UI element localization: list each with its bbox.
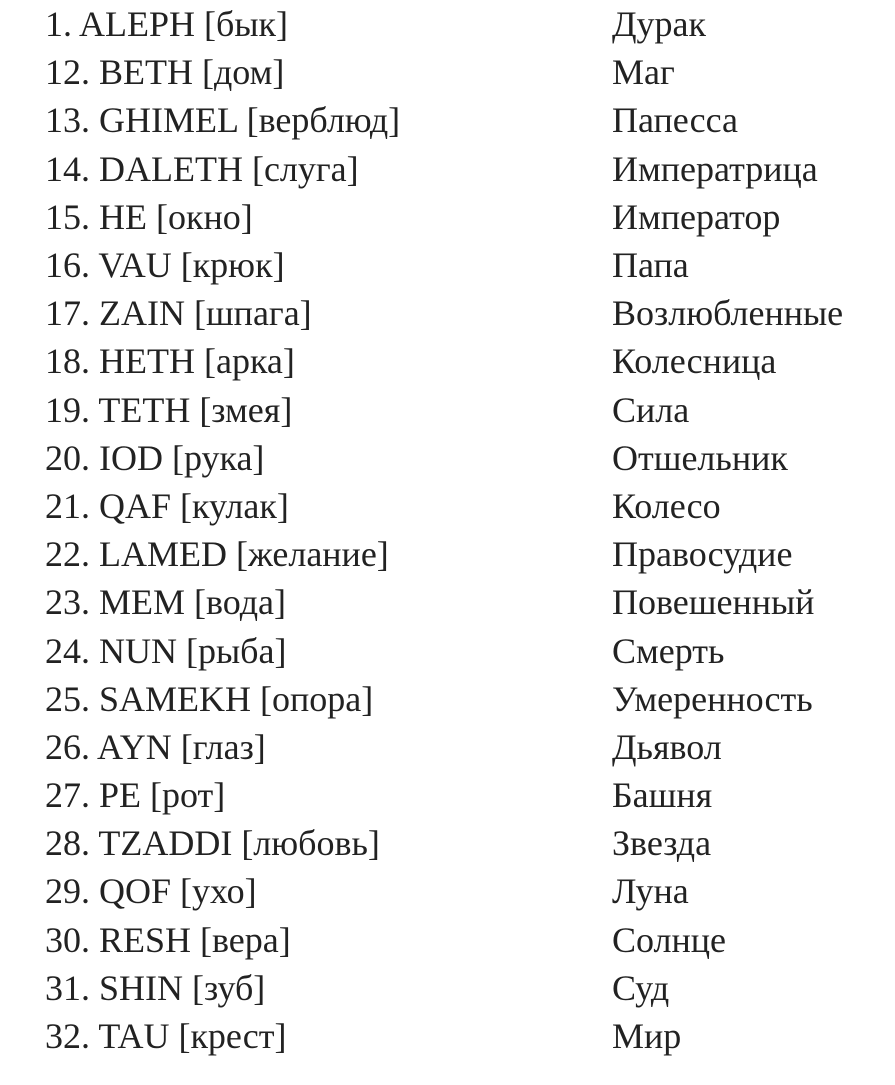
arcana-name: Император <box>612 196 781 237</box>
arcana-name: Колесница <box>612 341 777 382</box>
table-row <box>45 337 890 385</box>
table-row <box>45 626 890 674</box>
hebrew-letter: 20. IOD [рука] <box>45 437 265 478</box>
table-row <box>45 193 890 241</box>
hebrew-letter: 18. HETH [арка] <box>45 341 295 382</box>
arcana-name: Звезда <box>612 823 712 864</box>
arcana-name: Сила <box>612 389 690 430</box>
arcana-name: Папа <box>612 245 689 286</box>
table-row <box>45 48 890 96</box>
arcana-name: Дьявол <box>612 726 722 767</box>
hebrew-letter: 14. DALETH [слуга] <box>45 148 359 189</box>
table-row <box>45 1012 890 1060</box>
table-row <box>45 434 890 482</box>
arcana-name: Мир <box>612 1016 682 1057</box>
arcana-name: Дурак <box>612 4 707 45</box>
arcana-name: Умеренность <box>612 678 813 719</box>
arcana-name: Отшельник <box>612 437 788 478</box>
hebrew-letter: 15. HE [окно] <box>45 196 253 237</box>
table-row <box>45 96 890 144</box>
hebrew-letter: 26. AYN [глаз] <box>45 726 266 767</box>
arcana-name: Колесо <box>612 485 721 526</box>
correspondence-table <box>45 0 890 1060</box>
table-row <box>45 289 890 337</box>
hebrew-letter: 31. SHIN [зуб] <box>45 967 266 1008</box>
table-row <box>45 578 890 626</box>
hebrew-letter: 29. QOF [ухо] <box>45 871 257 912</box>
hebrew-letter: 27. PE [рот] <box>45 775 226 816</box>
hebrew-letter: 1. ALEPH [бык] <box>45 4 288 45</box>
arcana-name: Суд <box>612 967 670 1008</box>
table-row <box>45 145 890 193</box>
table-row <box>45 675 890 723</box>
arcana-name: Луна <box>612 871 689 912</box>
hebrew-letter: 17. ZAIN [шпага] <box>45 293 312 334</box>
hebrew-letter: 16. VAU [крюк] <box>45 245 285 286</box>
arcana-name: Императрица <box>612 148 818 189</box>
arcana-name: Повешенный <box>612 582 815 623</box>
table-row <box>45 819 890 867</box>
table-row <box>45 386 890 434</box>
arcana-name: Маг <box>612 52 675 93</box>
arcana-name: Башня <box>612 775 713 816</box>
hebrew-letter: 21. QAF [кулак] <box>45 485 289 526</box>
hebrew-letter: 13. GHIMEL [верблюд] <box>45 100 401 141</box>
hebrew-letter: 28. TZADDI [любовь] <box>45 823 380 864</box>
table-row <box>45 771 890 819</box>
hebrew-letter: 24. NUN [рыба] <box>45 630 287 671</box>
table-row <box>45 482 890 530</box>
arcana-name: Папесса <box>612 100 739 141</box>
hebrew-letter: 12. BETH [дом] <box>45 52 285 93</box>
table-row <box>45 964 890 1012</box>
table-row <box>45 723 890 771</box>
arcana-name: Солнце <box>612 919 727 960</box>
arcana-name: Правосудие <box>612 534 793 575</box>
hebrew-letter: 30. RESH [вера] <box>45 919 291 960</box>
hebrew-letter: 25. SAMEKH [опора] <box>45 678 374 719</box>
arcana-name: Возлюбленные <box>612 293 844 334</box>
hebrew-letter: 32. TAU [крест] <box>45 1016 287 1057</box>
table-row <box>45 916 890 964</box>
table-row <box>45 530 890 578</box>
arcana-name: Смерть <box>612 630 725 671</box>
table-row <box>45 867 890 915</box>
hebrew-letter: 19. TETH [змея] <box>45 389 293 430</box>
table-row <box>45 0 890 48</box>
table-row <box>45 241 890 289</box>
hebrew-letter: 22. LAMED [желание] <box>45 534 389 575</box>
hebrew-letter: 23. MEM [вода] <box>45 582 286 623</box>
